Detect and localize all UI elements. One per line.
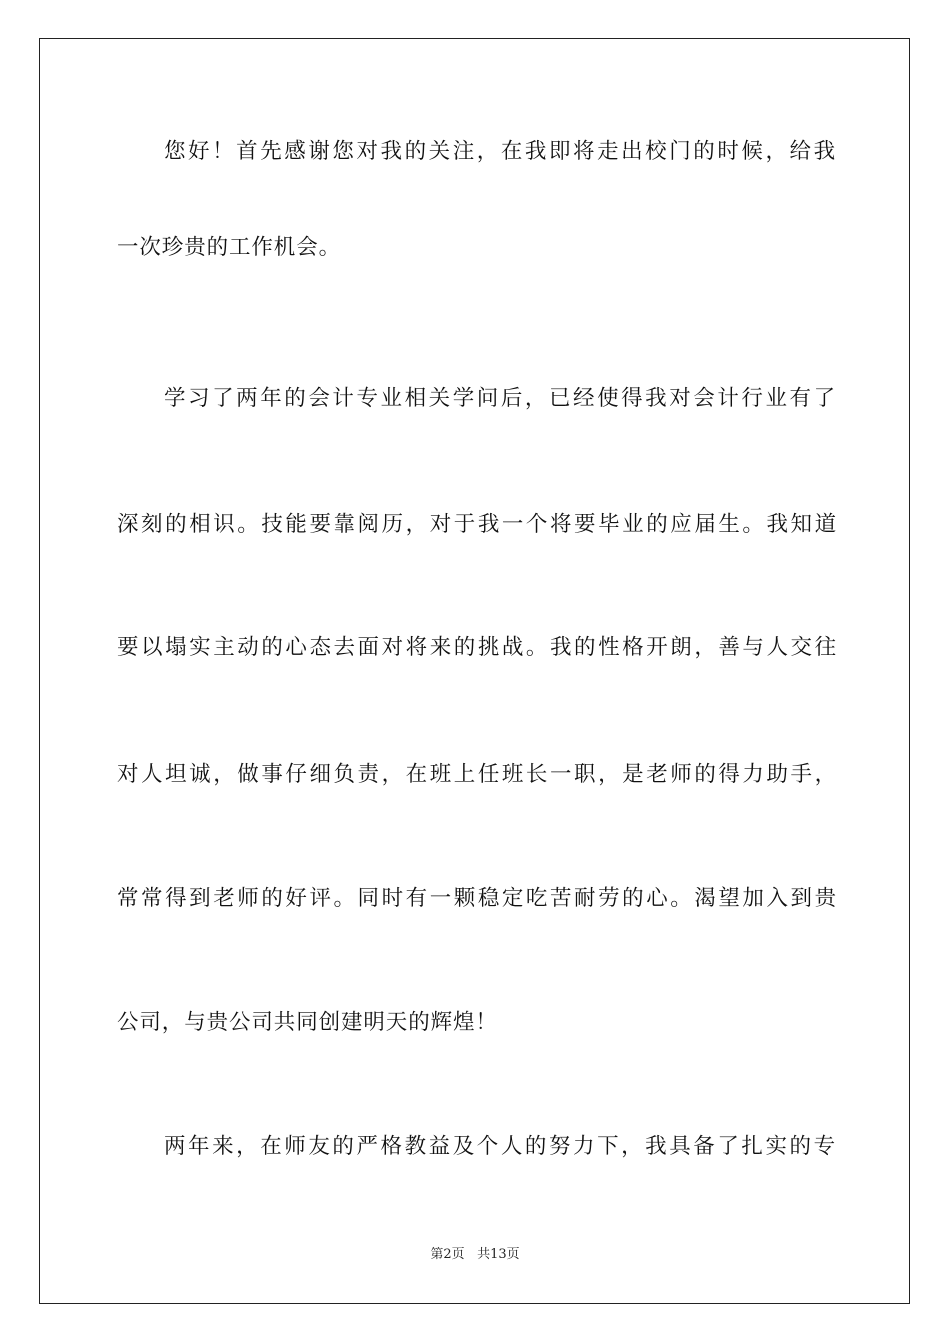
paragraph-2-line-6: 公司，与贵公司共同创建明天的辉煌！ — [117, 1010, 498, 1035]
paragraph-2-line-4: 对人坦诚，做事仔细负责，在班上任班长一职，是老师的得力助手， — [117, 762, 837, 787]
paragraph-2-line-1: 学习了两年的会计专业相关学问后，已经使得我对会计行业有了 — [164, 386, 836, 411]
paragraph-1-line-2: 一次珍贵的工作机会。 — [117, 235, 342, 260]
paragraph-1-line-1: 您好！首先感谢您对我的关注，在我即将走出校门的时候，给我 — [164, 139, 836, 164]
paragraph-2-line-2: 深刻的相识。技能要靠阅历，对于我一个将要毕业的应届生。我知道 — [117, 512, 837, 537]
page-number: 第2页 — [430, 1247, 465, 1262]
page-total: 共13页 — [477, 1247, 520, 1262]
paragraph-3-line-1: 两年来，在师友的严格教益及个人的努力下，我具备了扎实的专 — [164, 1134, 836, 1159]
page-footer — [0, 1246, 950, 1264]
paragraph-2-line-5: 常常得到老师的好评。同时有一颗稳定吃苦耐劳的心。渴望加入到贵 — [117, 886, 837, 911]
paragraph-2-line-3: 要以塌实主动的心态去面对将来的挑战。我的性格开朗，善与人交往 — [117, 635, 837, 660]
page-border — [39, 38, 910, 1304]
